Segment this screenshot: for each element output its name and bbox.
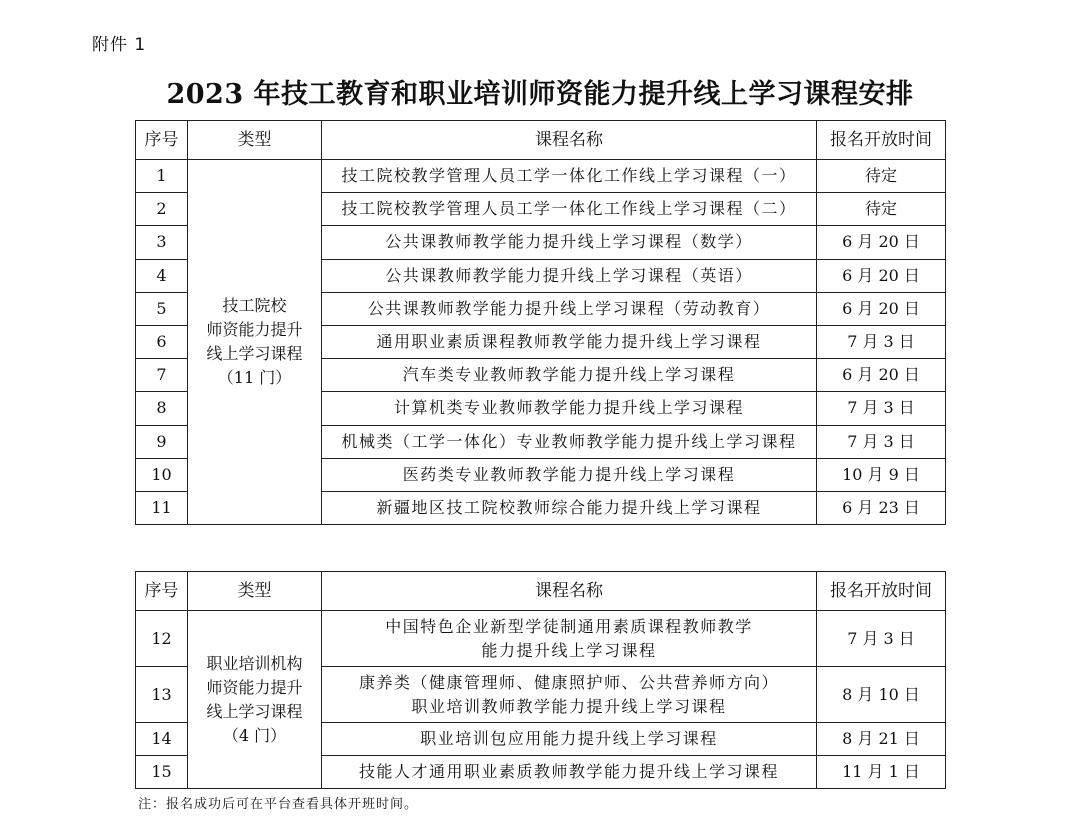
open-time: 11 月 1 日: [817, 756, 946, 789]
course-name-line: 中国特色企业新型学徒制通用素质课程教师教学: [385, 616, 753, 636]
open-time: 8 月 21 日: [817, 723, 946, 756]
header-open-time: 报名开放时间: [817, 572, 946, 611]
category-line: 线上学习课程: [206, 701, 303, 721]
header-open-time: 报名开放时间: [817, 121, 946, 160]
table-header-row: [136, 572, 946, 611]
row-no: 5: [136, 292, 188, 325]
open-time: 6 月 20 日: [817, 292, 946, 325]
open-time: 7 月 3 日: [817, 392, 946, 425]
course-name: 汽车类专业教师教学能力提升线上学习课程: [322, 359, 817, 392]
category-cell: [188, 160, 322, 525]
open-time: 6 月 20 日: [817, 226, 946, 259]
course-name: 职业培训包应用能力提升线上学习课程: [322, 723, 817, 756]
category-cell: [188, 611, 322, 789]
course-table-training-institutions: [135, 571, 946, 789]
course-table-technical-schools: [135, 120, 946, 525]
open-time: 7 月 3 日: [817, 611, 946, 667]
open-time: 待定: [817, 160, 946, 193]
course-name: 公共课教师教学能力提升线上学习课程（数学）: [322, 226, 817, 259]
row-no: 11: [136, 491, 188, 524]
row-no: 3: [136, 226, 188, 259]
row-no: 9: [136, 425, 188, 458]
row-no: 4: [136, 259, 188, 292]
row-no: 1: [136, 160, 188, 193]
header-course: 课程名称: [322, 572, 817, 611]
category-line: 线上学习课程: [206, 344, 303, 364]
open-time: 7 月 3 日: [817, 425, 946, 458]
course-name-line: 能力提升线上学习课程: [481, 640, 657, 660]
table-row: [136, 611, 946, 667]
open-time: 6 月 20 日: [817, 259, 946, 292]
header-type: 类型: [188, 572, 322, 611]
category-line: 职业培训机构: [206, 653, 303, 673]
header-no: 序号: [136, 572, 188, 611]
row-no: 15: [136, 756, 188, 789]
course-name: 技工院校教学管理人员工学一体化工作线上学习课程（二）: [322, 193, 817, 226]
course-name-line: 康养类（健康管理师、健康照护师、公共营养师方向）: [358, 672, 779, 692]
row-no: 14: [136, 723, 188, 756]
open-time: 6 月 20 日: [817, 359, 946, 392]
attachment-label: 附件 1: [92, 35, 147, 55]
course-name: 技能人才通用职业素质教师教学能力提升线上学习课程: [322, 756, 817, 789]
course-name: [322, 611, 817, 667]
course-name: 通用职业素质课程教师教学能力提升线上学习课程: [322, 325, 817, 358]
course-name: 新疆地区技工院校教师综合能力提升线上学习课程: [322, 491, 817, 524]
course-name: 机械类（工学一体化）专业教师教学能力提升线上学习课程: [322, 425, 817, 458]
course-name: [322, 667, 817, 723]
table-header-row: [136, 121, 946, 160]
category-line: 师资能力提升: [206, 320, 303, 340]
course-name-line: 职业培训教师教学能力提升线上学习课程: [411, 696, 727, 716]
category-line: 技工院校: [222, 296, 287, 316]
header-type: 类型: [188, 121, 322, 160]
category-line: （11 门）: [217, 368, 292, 388]
open-time: 6 月 23 日: [817, 491, 946, 524]
row-no: 10: [136, 458, 188, 491]
header-no: 序号: [136, 121, 188, 160]
header-course: 课程名称: [322, 121, 817, 160]
row-no: 6: [136, 325, 188, 358]
category-line: （4 门）: [222, 725, 287, 745]
course-name: 计算机类专业教师教学能力提升线上学习课程: [322, 392, 817, 425]
course-name: 公共课教师教学能力提升线上学习课程（英语）: [322, 259, 817, 292]
table-row: [136, 160, 946, 193]
page-title: 2023 年技工教育和职业培训师资能力提升线上学习课程安排: [166, 79, 914, 110]
row-no: 7: [136, 359, 188, 392]
row-no: 2: [136, 193, 188, 226]
course-name: 技工院校教学管理人员工学一体化工作线上学习课程（一）: [322, 160, 817, 193]
course-name: 公共课教师教学能力提升线上学习课程（劳动教育）: [322, 292, 817, 325]
open-time: 10 月 9 日: [817, 458, 946, 491]
open-time: 待定: [817, 193, 946, 226]
open-time: 7 月 3 日: [817, 325, 946, 358]
footnote: 注：报名成功后可在平台查看具体开班时间。: [138, 797, 419, 812]
course-name: 医药类专业教师教学能力提升线上学习课程: [322, 458, 817, 491]
open-time: 8 月 10 日: [817, 667, 946, 723]
row-no: 12: [136, 611, 188, 667]
row-no: 8: [136, 392, 188, 425]
category-line: 师资能力提升: [206, 677, 303, 697]
row-no: 13: [136, 667, 188, 723]
